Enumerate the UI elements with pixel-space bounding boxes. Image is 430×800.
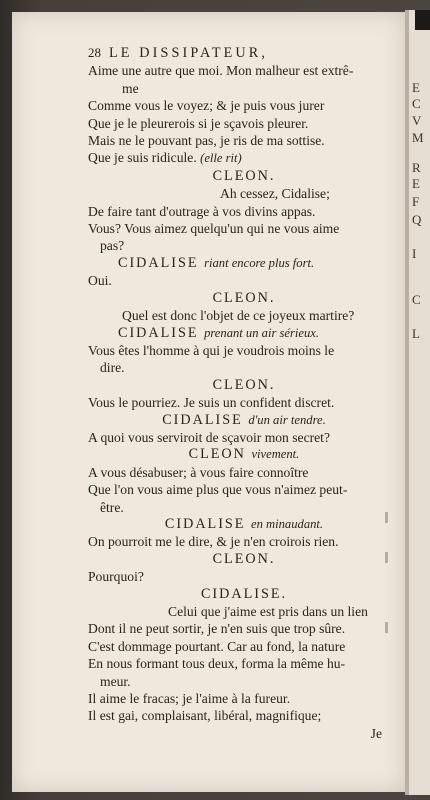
speaker-name: CIDALISE [162, 411, 243, 428]
header-title: LE DISSIPATEUR, [109, 45, 269, 61]
verse-line: Vous êtes l'homme à qui je voudrois moins le [88, 342, 335, 358]
next-page-binding-edge [405, 10, 409, 795]
next-page-letter: M [412, 130, 424, 145]
stage-direction: prenant un air sérieux. [204, 325, 320, 340]
verse-line: me [122, 80, 139, 96]
speaker-line [88, 412, 400, 429]
stage-direction: d'un air tendre. [248, 412, 326, 427]
verse-text: Que je suis ridicule. [88, 150, 197, 166]
verse-line: meur. [100, 673, 131, 689]
verse-line: A quoi vous serviroit de sçavoir mon secret? [88, 429, 330, 445]
verse-line: dire. [100, 360, 125, 376]
next-page-letter: Q [412, 212, 422, 227]
verse-line: Ah cessez, Cidalise; [220, 186, 330, 202]
verse-line: Il est gai, complaisant, libéral, magnifique; [88, 708, 322, 724]
verse-line: A vous désabuser; à vous faire connoître [88, 464, 309, 480]
stage-direction: riant encore plus fort. [204, 255, 315, 270]
next-page-letter: I [412, 246, 417, 261]
verse-line: pas? [100, 238, 125, 254]
speaker-line [88, 325, 400, 342]
next-page-shadow [415, 10, 430, 30]
speaker-name: CLEON. [212, 550, 276, 567]
speaker-name: CLEON. [212, 376, 276, 393]
verse-line: Quel est donc l'objet de ce joyeux martire? [122, 308, 355, 324]
verse-line: Que l'on vous aime plus que vous n'aimez peut- [88, 482, 348, 498]
verse-line: Il aime le fracas; je l'aime à la fureur. [88, 691, 291, 707]
verse-line: Oui. [88, 273, 112, 289]
speaker-name: CIDALISE [118, 324, 199, 341]
verse-line: Dont il ne peut sortir, je n'en suis que trop sûre. [88, 621, 346, 637]
next-page-letter: E [412, 176, 420, 191]
verse-line: C'est dommage pourtant. Car au fond, la nature [88, 638, 346, 654]
verse-line: Comme vous le voyez; & je puis vous jurer [88, 98, 325, 114]
verse-line: être. [100, 499, 124, 515]
next-page-letter: C [412, 96, 421, 111]
verse-line: Vous le pourriez. Je suis un confident discret. [88, 395, 335, 411]
next-page-edge [405, 10, 430, 795]
stage-direction: en minaudant. [251, 516, 324, 531]
verse-line: En nous formant tous deux, forma la même hu- [88, 656, 346, 672]
verse-line: Pourquoi? [88, 569, 144, 585]
verse-line: On pourroit me le dire, & je n'en croirois rien. [88, 534, 339, 550]
speaker-line [88, 255, 400, 272]
verse-line: De faire tant d'outrage à vos divins appas. [88, 203, 316, 219]
speaker-name: CLEON [188, 446, 246, 463]
next-page-letter: L [412, 326, 420, 341]
catchword: Je [370, 725, 382, 741]
verse-line: Que je le pleurerois si je sçavois pleurer. [88, 115, 309, 131]
stage-direction: (elle rit) [200, 151, 242, 166]
speaker-line [88, 446, 400, 463]
speaker-name: CIDALISE [164, 515, 246, 532]
next-page-letter: F [412, 194, 420, 209]
page-text [88, 44, 400, 742]
verse-line: Aime une autre que moi. Mon malheur est extrê- [88, 63, 354, 79]
running-header [88, 44, 400, 62]
verse-line: Mais ne le pouvant pas, je ris de ma sottise. [88, 133, 325, 149]
speaker-name: CLEON. [212, 167, 276, 184]
page-number: 28 [88, 45, 101, 60]
next-page-letter: V [412, 113, 422, 128]
verse-line: Celui que j'aime est pris dans un lien [168, 604, 368, 619]
stage-direction: vivement. [251, 447, 300, 462]
verse-line: Vous? Vous aimez quelqu'un qui ne vous aime [88, 221, 340, 237]
speaker-name: CIDALISE. [200, 585, 288, 602]
speaker-line [88, 516, 400, 533]
verse-line [88, 149, 400, 167]
speaker-name: CLEON. [212, 289, 276, 306]
speaker-name: CIDALISE [118, 254, 199, 271]
next-page-letter: E [412, 80, 420, 95]
next-page-letter: R [412, 160, 421, 175]
next-page-letter: C [412, 292, 421, 307]
